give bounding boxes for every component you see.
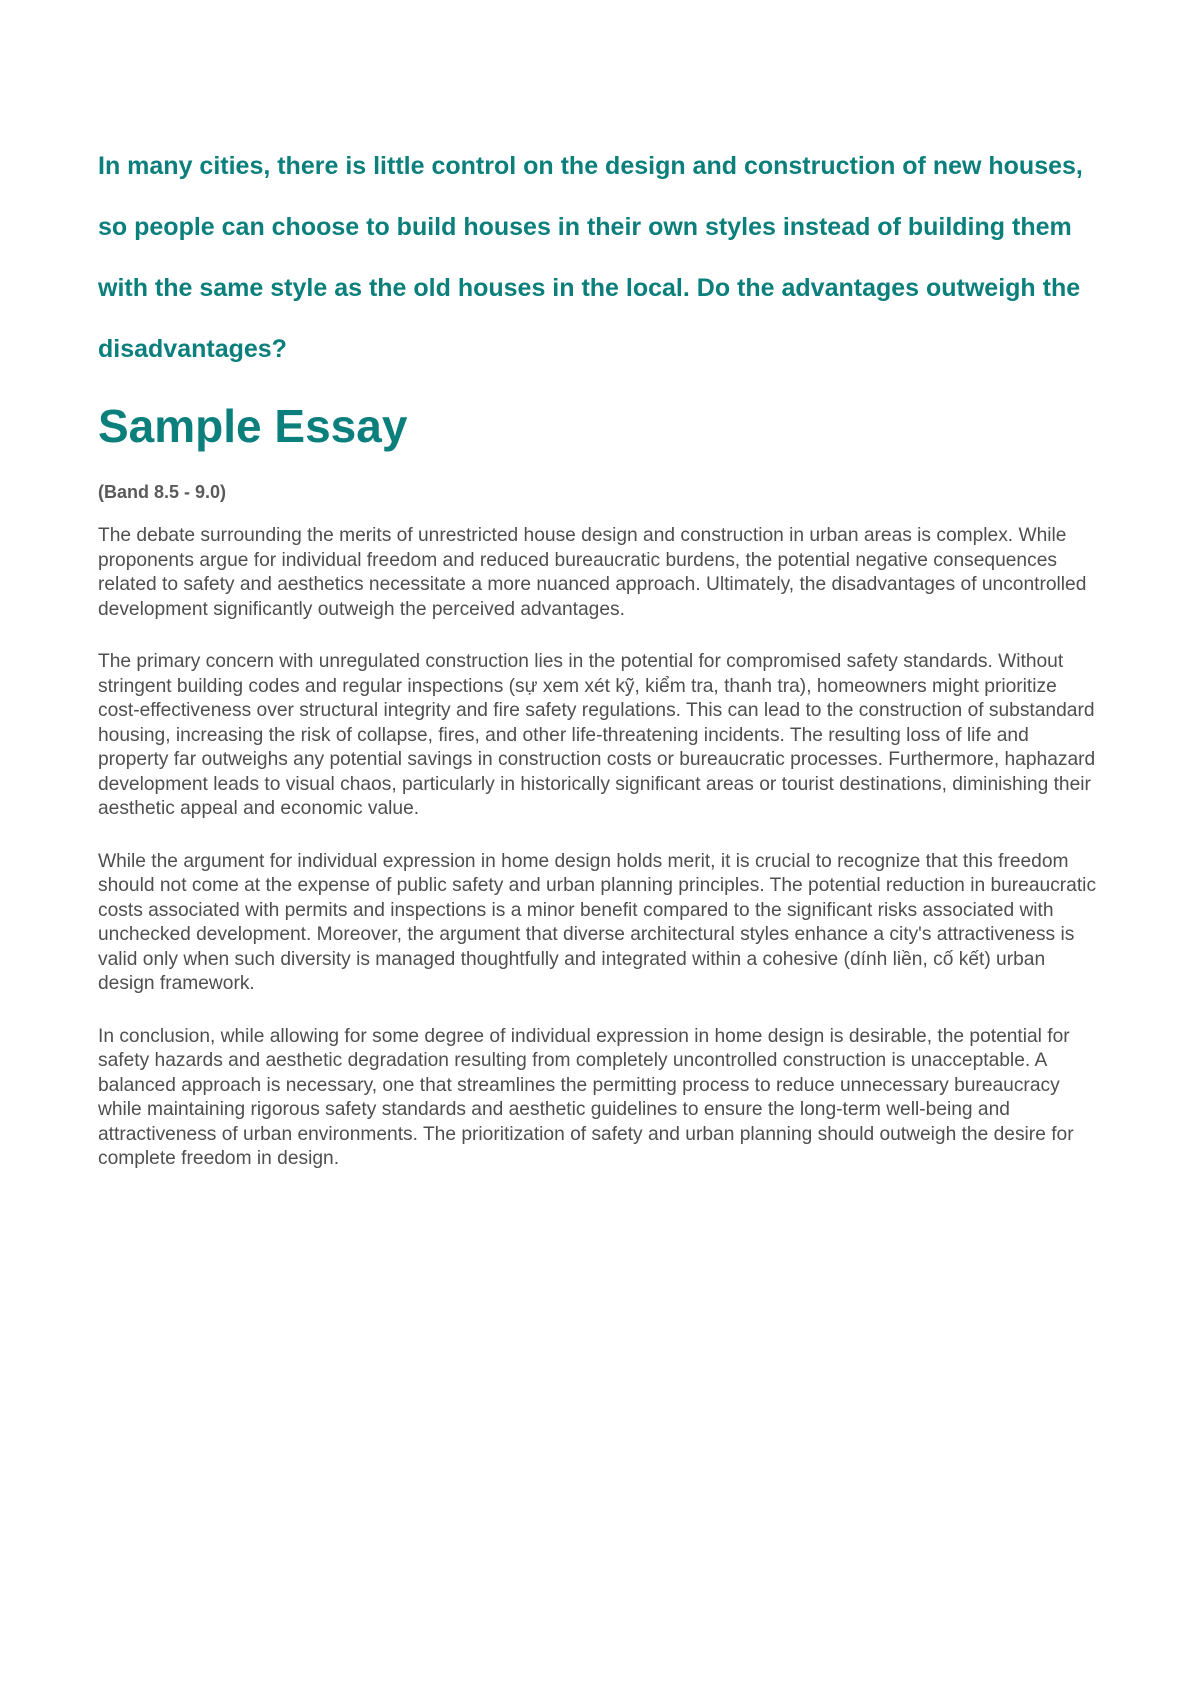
page-title: Sample Essay xyxy=(98,400,408,452)
essay-paragraph-safety-concerns: The primary concern with unregulated construction lies in the potential for compromised safety standards. Without stringent building codes and regular inspections (sự xem xét kỹ, kiểm tra, thanh tra), homeowners might prioritize cost-effectiveness over structural integrity and fire safety regulations. This can lead to the construction of substandard housing, increasing the risk of collapse, fires, and other life-threatening incidents. The resulting loss of life and property far outweighs any potential savings in construction costs or bureaucratic processes. Furthermore, haphazard development leads to visual chaos, particularly in historically significant areas or tourist destinations, diminishing their aesthetic appeal and economic value. xyxy=(98,651,1096,819)
essay-paragraph-individual-expression: While the argument for individual expression in home design holds merit, it is crucial to recognize that this freedom should not come at the expense of public safety and urban planning principles. The potential reduction in bureaucratic costs associated with permits and inspections is a minor benefit compared to the significant risks associated with unchecked development. Moreover, the argument that diverse architectural styles enhance a city's attractiveness is valid only when such diversity is managed thoughtfully and integrated within a cohesive (dính liền, cố kết) urban design framework. xyxy=(98,850,1097,994)
essay-paragraph-introduction: The debate surrounding the merits of unrestricted house design and construction in urban areas is complex. While proponents argue for individual freedom and reduced bureaucratic burdens, the potential negative consequences related to safety and aesthetics necessitate a more nuanced approach. Ultimately, the disadvantages of uncontrolled development significantly outweigh the perceived advantages. xyxy=(98,525,1087,620)
essay-question: In many cities, there is little control on the design and construction of new houses, so people can choose to build houses in their own styles instead of building them with the same style as the old houses in the local. Do the advantages outweigh the disadvantages? xyxy=(98,152,1083,363)
band-score-label: (Band 8.5 - 9.0) xyxy=(98,482,227,502)
essay-body xyxy=(98,524,1098,1172)
document-content xyxy=(98,136,1098,1200)
essay-paragraph-conclusion: In conclusion, while allowing for some degree of individual expression in home design is desirable, the potential for safety hazards and aesthetic degradation resulting from completely uncontrolled construction is unacceptable. A balanced approach is necessary, one that streamlines the permitting process to reduce unnecessary bureaucracy while maintaining rigorous safety standards and aesthetic guidelines to ensure the long-term well-being and attractiveness of urban environments. The prioritization of safety and urban planning should outweigh the desire for complete freedom in design. xyxy=(98,1025,1074,1169)
